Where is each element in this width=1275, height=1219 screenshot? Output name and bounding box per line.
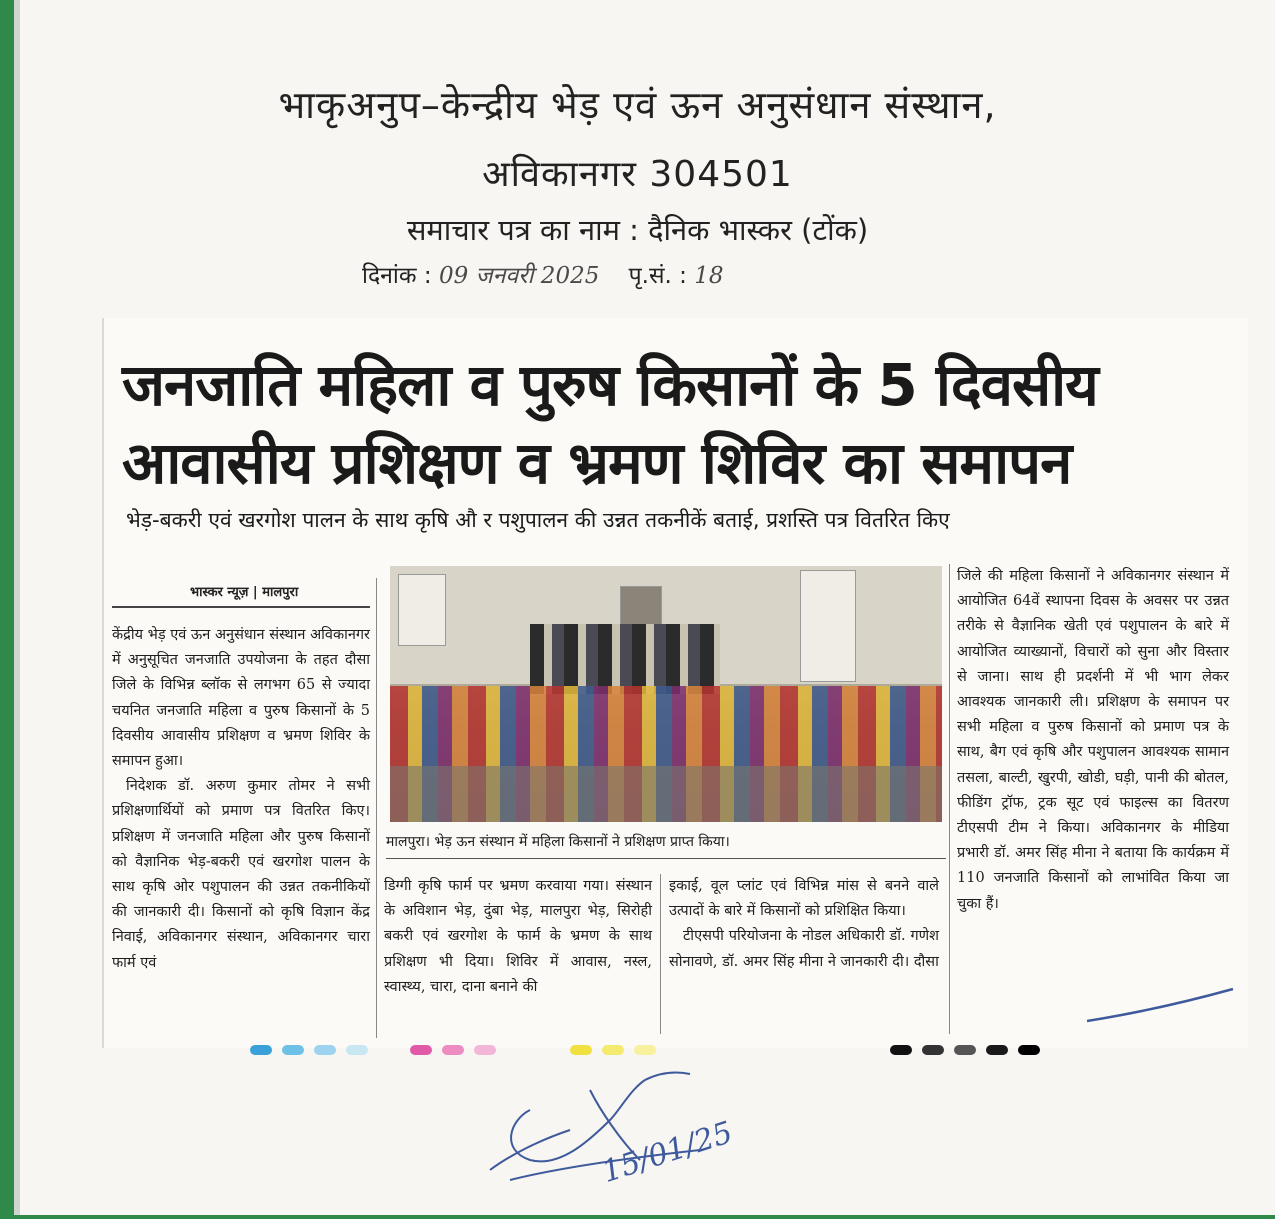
color-dot bbox=[442, 1045, 464, 1055]
color-dot bbox=[346, 1045, 368, 1055]
col3-paragraph-1: इकाई, वूल प्लांट एवं विभिन्न मांस से बनने वाले उत्पादों के बारे में किसानों को प्रशिक्षित किया। bbox=[669, 878, 939, 920]
article-photo bbox=[390, 566, 942, 822]
column-2 bbox=[384, 874, 652, 1000]
date-label: दिनांक : bbox=[362, 263, 432, 289]
col3-paragraph-2: टीएसपी परियोजना के नोडल अधिकारी डॉ. गणेश सोनावणे, डॉ. अमर सिंह मीना ने जानकारी दी। दौसा bbox=[669, 928, 939, 970]
photo-caption: मालपुरा। भेड़ ऊन संस्थान में महिला किसानों ने प्रशिक्षण प्राप्त किया। bbox=[386, 834, 730, 850]
photo-floor bbox=[390, 766, 942, 822]
color-dot bbox=[282, 1045, 304, 1055]
color-dot bbox=[954, 1045, 976, 1055]
color-dot bbox=[250, 1045, 272, 1055]
headline-line-2: आवासीय प्रशिक्षण व भ्रमण शिविर का समापन bbox=[122, 429, 1072, 497]
newspaper-name: समाचार पत्र का नाम : दैनिक भास्कर (टोंक) bbox=[406, 213, 869, 247]
headline-line-1: जनजाति महिला व पुरुष किसानों के 5 दिवसीय bbox=[122, 351, 1098, 419]
signature-date: 15/01/25 bbox=[597, 1115, 737, 1190]
column-rule bbox=[949, 564, 950, 1034]
color-dot bbox=[1018, 1045, 1040, 1055]
photo-banner-left bbox=[398, 574, 446, 646]
col4-paragraph: जिले की महिला किसानों ने अविकानगर संस्थान में आयोजित 64वें स्थापना दिवस के अवसर पर उन्नत तरीके से वैज्ञानिक खेती एवं पशुपालन के बारे में आयोजित व्याख्यानों, विचारों को सुना और विस्तार से जाना। साथ ही प्रदर्शनी में भी भाग लेकर आवश्यक जानकारी ली। प्रशिक्षण के समापन पर सभी महिला व पुरुष किसानों को प्रमाण पत्र के साथ, बैग एवं कृषि और पशुपालन आवश्यक सामान तसला, बाल्टी, खुरपी, खोडी, घड़ी, पानी की बोतल, फीडिंग ट्रॉफ, ट्रक सूट एवं फाइल्स का वितरण टीएसपी टीम ने किया। अविकानगर के मीडिया प्रभारी डॉ. अमर सिंह मीना ने बताया कि कार्यक्रम में 110 जनजाति किसानों को लाभांवित किया जा चुका हैं। bbox=[957, 568, 1229, 912]
color-dot bbox=[410, 1045, 432, 1055]
institute-address: अविकानगर 304501 bbox=[482, 154, 793, 195]
color-dot bbox=[314, 1045, 336, 1055]
photo-standing-group bbox=[530, 624, 720, 694]
pen-mark bbox=[1085, 985, 1235, 1025]
byline-rule bbox=[112, 606, 370, 608]
date-value: 09 जनवरी 2025 bbox=[438, 263, 600, 289]
institute-name: भाकृअनुप–केन्द्रीय भेड़ एवं ऊन अनुसंधान संस्थान, bbox=[278, 83, 997, 127]
signature-scribble bbox=[470, 1050, 830, 1215]
column-1 bbox=[112, 623, 370, 976]
page-value: 18 bbox=[694, 263, 724, 289]
color-dot bbox=[922, 1045, 944, 1055]
handwritten-signature bbox=[470, 1050, 830, 1215]
column-rule bbox=[376, 578, 377, 1038]
col2-paragraph: डिग्गी कृषि फार्म पर भ्रमण करवाया गया। संस्थान के अविशान भेड़, दुंबा भेड़, मालपुरा भेड़, सिरोही बकरी एवं खरगोश के फार्म के भ्रमण के साथ प्रशिक्षण भी दिया। शिविर में आवास, नस्ल, स्वास्थ्य, चारा, दाना बनाने की bbox=[384, 878, 652, 995]
article-subhead: भेड़-बकरी एवं खरगोश पालन के साथ कृषि औ र पशुपालन की उन्नत तकनीकें बताई, प्रशस्ति पत्र वितरित किए bbox=[126, 508, 950, 532]
col1-paragraph-2: निदेशक डॉ. अरुण कुमार तोमर ने सभी प्रशिक्षणार्थियों को प्रमाण पत्र वितरित किए। प्रशिक्षण में जनजाति महिला और पुरुष किसानों को वैज्ञानिक भेड़-बकरी एवं खरगोश पालन के साथ कृषि ओर पशुपालन की उन्नत तकनीकियों की जानकारी दी। किसानों को कृषि विज्ञान केंद्र निवाई, अविकानगर संस्थान, अविकानगर चारा फार्म एवं bbox=[112, 778, 370, 971]
article-headline bbox=[122, 346, 1242, 502]
column-4 bbox=[957, 564, 1229, 917]
date-line bbox=[362, 258, 723, 290]
byline: भास्कर न्यूज़ | मालपुरा bbox=[190, 585, 299, 600]
color-dot bbox=[890, 1045, 912, 1055]
photo-banner-right bbox=[800, 570, 856, 682]
column-3 bbox=[669, 874, 939, 975]
page-label: पृ.सं. : bbox=[628, 263, 687, 289]
newspaper-clipping bbox=[104, 318, 1248, 1048]
col1-paragraph-1: केंद्रीय भेड़ एवं ऊन अनुसंधान संस्थान अविकानगर में अनुसूचित जनजाति उपयोजना के तहत दौसा जिले के विभिन्न ब्लॉक से लगभग 65 से ज्यादा चयनित जनजाति महिला व पुरुष किसानों के 5 दिवसीय आवासीय प्रशिक्षण व भ्रमण शिविर के समापन हुआ। bbox=[112, 627, 370, 770]
caption-rule bbox=[386, 858, 946, 859]
column-rule bbox=[660, 874, 661, 1034]
color-dot bbox=[986, 1045, 1008, 1055]
